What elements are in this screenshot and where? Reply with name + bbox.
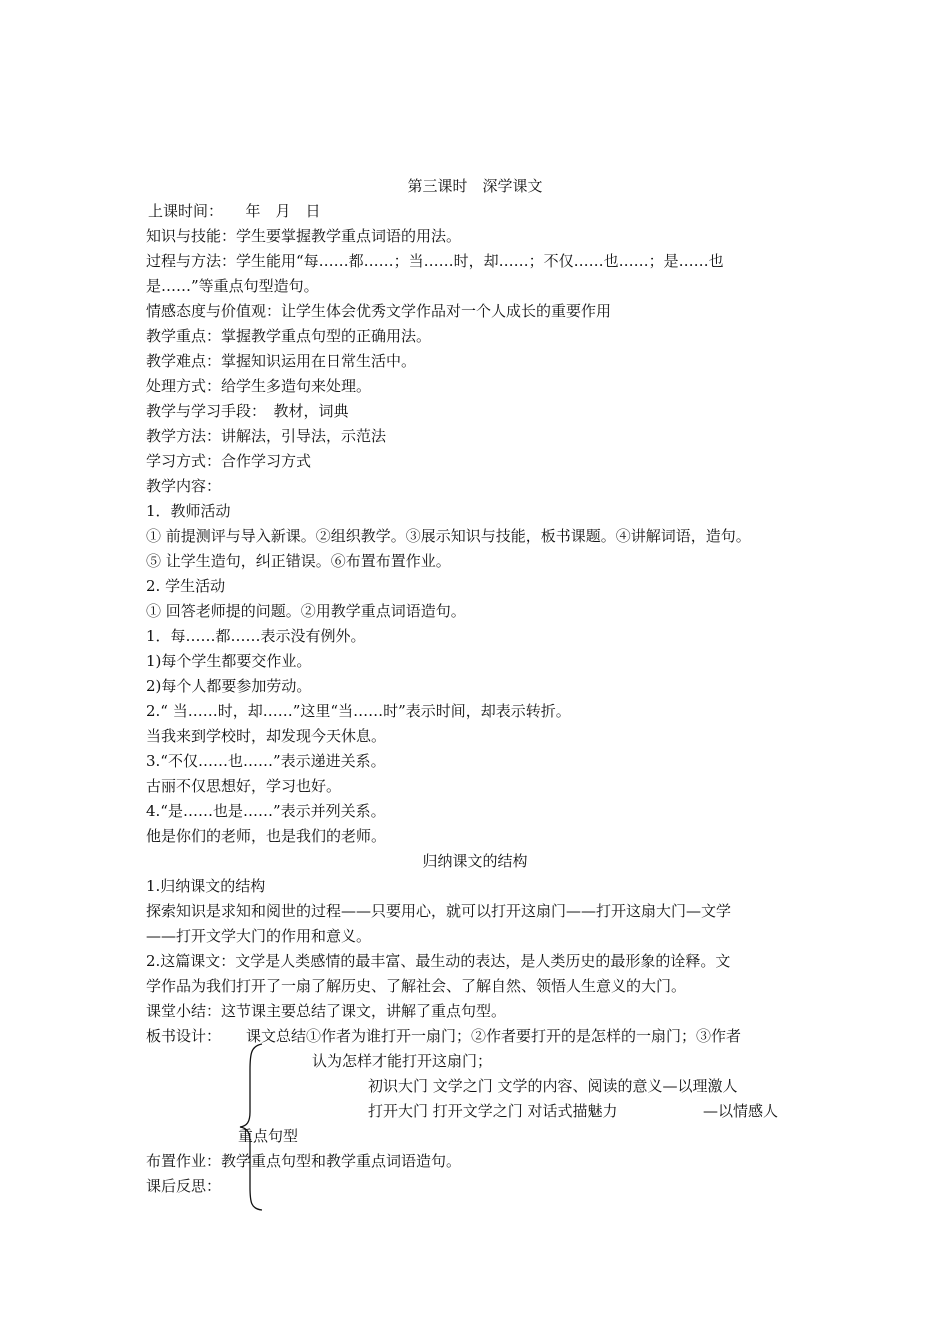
page-title: 第三课时 深学课文 bbox=[407, 177, 543, 195]
teacher-line-2: ⑤ 让学生造句，纠正错误。⑥布置布置作业。 bbox=[146, 552, 451, 570]
objective-knowledge: 知识与技能：学生要掌握教学重点词语的用法。 bbox=[146, 227, 462, 245]
reflection: 课后反思： bbox=[146, 1177, 222, 1195]
structure-item1-title: 1.归纳课文的结构 bbox=[146, 877, 266, 895]
structure-item2-line2: 学作品为我们打开了一扇了解历史、了解社会、了解自然、领悟人生意义的大门。 bbox=[146, 977, 687, 995]
pattern-line: 古丽不仅思想好，学习也好。 bbox=[146, 777, 342, 795]
structure-item2-line1: 2.这篇课文：文学是人类感情的最丰富、最生动的表达，是人类历史的最形象的诠释。文 bbox=[146, 952, 731, 970]
structure-item1-line1: 探索知识是求知和阅世的过程——只要用心，就可以打开这扇门——打开这扇大门—文学 bbox=[146, 902, 732, 920]
class-summary: 课堂小结：这节课主要总结了课文，讲解了重点句型。 bbox=[146, 1002, 507, 1020]
board-line-2: 认为怎样才能打开这扇门； bbox=[312, 1052, 493, 1070]
board-line-4: 打开大门 打开文学之门 对话式描魅力 bbox=[368, 1102, 618, 1120]
class-time: 上课时间： 年 月 日 bbox=[148, 202, 321, 220]
board-label: 板书设计： bbox=[146, 1027, 222, 1045]
objective-process-2: 是……”等重点句型造句。 bbox=[146, 277, 319, 295]
objective-process-1: 过程与方法：学生能用“每……都……；当……时，却……；不仅……也……；是……也 bbox=[146, 252, 724, 270]
pattern-line: 2)每个人都要参加劳动。 bbox=[146, 677, 312, 695]
structure-heading: 归纳课文的结构 bbox=[422, 852, 528, 870]
teacher-heading: 1．教师活动 bbox=[146, 502, 231, 520]
curly-brace-icon bbox=[238, 1042, 268, 1212]
board-line-3: 初识大门 文学之门 文学的内容、阅读的意义—以理激人 bbox=[368, 1077, 738, 1095]
homework: 布置作业：教学重点句型和教学重点词语造句。 bbox=[146, 1152, 462, 1170]
content-label: 教学内容： bbox=[146, 477, 222, 495]
pattern-line: 2.“ 当……时，却……”这里“当……时”表示时间，却表示转折。 bbox=[146, 702, 571, 720]
student-heading: 2. 学生活动 bbox=[146, 577, 226, 595]
pattern-line: 4.“是……也是……”表示并列关系。 bbox=[146, 802, 386, 820]
objective-emotion: 情感态度与价值观：让学生体会优秀文学作品对一个人成长的重要作用 bbox=[146, 302, 612, 320]
student-line-1: ① 回答老师提的问题。②用教学重点词语造句。 bbox=[146, 602, 466, 620]
teaching-methods: 教学方法：讲解法，引导法，示范法 bbox=[146, 427, 387, 445]
teacher-line-1: ① 前提测评与导入新课。②组织教学。③展示知识与技能，板书课题。④讲解词语，造句。 bbox=[146, 527, 751, 545]
handling: 处理方式：给学生多造句来处理。 bbox=[146, 377, 372, 395]
pattern-line: 1)每个学生都要交作业。 bbox=[146, 652, 312, 670]
key-point: 教学重点：掌握教学重点句型的正确用法。 bbox=[146, 327, 432, 345]
pattern-line: 他是你们的老师，也是我们的老师。 bbox=[146, 827, 387, 845]
pattern-line: 3.“不仅……也……”表示递进关系。 bbox=[146, 752, 386, 770]
board-line-1: 课文总结①作者为谁打开一扇门；②作者要打开的是怎样的一扇门；③作者 bbox=[246, 1027, 742, 1045]
board-line-4-tail: —以情感人 bbox=[703, 1102, 779, 1120]
pattern-line: 1．每……都……表示没有例外。 bbox=[146, 627, 366, 645]
structure-item1-line2: ——打开文学大门的作用和意义。 bbox=[146, 927, 372, 945]
difficulty: 教学难点：掌握知识运用在日常生活中。 bbox=[146, 352, 417, 370]
pattern-line: 当我来到学校时，却发现今天休息。 bbox=[146, 727, 387, 745]
key-patterns-label: 重点句型 bbox=[238, 1127, 299, 1145]
learning-mode: 学习方式：合作学习方式 bbox=[146, 452, 312, 470]
teaching-means: 教学与学习手段： 教材，词典 bbox=[146, 402, 349, 420]
